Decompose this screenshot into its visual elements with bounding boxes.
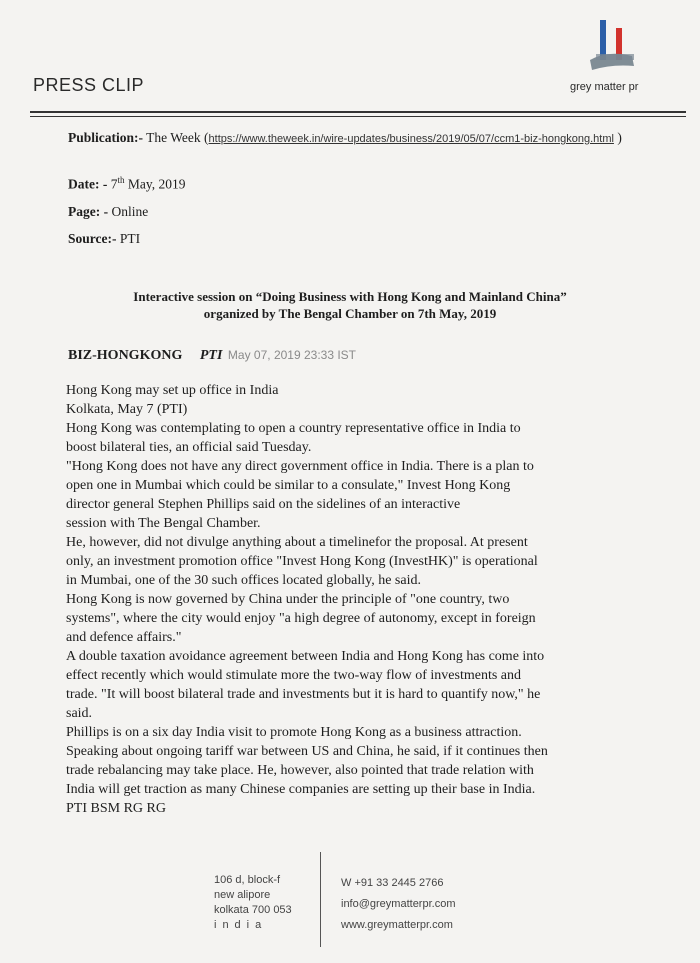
article-line: Kolkata, May 7 (PTI)	[66, 402, 188, 417]
article-line: and defence affairs."	[66, 630, 182, 645]
footer-contact	[341, 873, 456, 936]
publication-line: Publication:- The Week (https://www.theweek.in/wire-updates/business/2019/05/07/ccm1-biz-hongkong.html )	[68, 130, 622, 145]
article-line: session with The Bengal Chamber.	[66, 516, 261, 531]
article-timestamp: May 07, 2019 23:33 IST	[227, 348, 357, 362]
date-rest: May, 2019	[127, 176, 186, 192]
address-country: india	[214, 919, 268, 931]
press-clip-title: PRESS CLIP	[33, 75, 145, 95]
article-line: in Mumbai, one of the 30 such offices located globally, he said.	[66, 573, 421, 588]
footer-divider	[320, 852, 321, 947]
article-line: effect recently which would stimulate more the two-way flow of investments and	[66, 668, 521, 683]
source-value: PTI	[119, 231, 141, 246]
article-line: Hong Kong is now governed by China under the principle of "one country, two	[66, 592, 510, 607]
address-line: kolkata 700 053	[214, 904, 292, 916]
article-line: trade. "It will boost bilateral trade and investments but it is hard to quantify now," he	[66, 687, 541, 702]
contact-email-link[interactable]: info@greymatterpr.com	[341, 898, 456, 910]
date-suffix: th	[117, 175, 125, 185]
address-line: 106 d, block-f	[214, 874, 281, 886]
article-line: said.	[66, 706, 93, 721]
article-line: PTI BSM RG RG	[66, 801, 166, 816]
header-rule-thin	[30, 116, 686, 117]
article-line: systems", where the city would enjoy "a high degree of autonomy, except in foreign	[66, 611, 536, 626]
article-line: "Hong Kong does not have any direct government office in India. There is a plan to	[66, 459, 534, 474]
page-line	[68, 204, 628, 220]
address-line: new alipore	[214, 889, 271, 901]
source-label: Source:-	[68, 231, 117, 246]
article-line: Speaking about ongoing tariff war between US and China, he said, if it continues then	[66, 744, 548, 759]
article-line: boost bilateral ties, an official said Tuesday.	[66, 440, 312, 455]
article-line: only, an investment promotion office "Invest Hong Kong (InvestHK)" is operational	[66, 554, 538, 569]
heading-line-1: Interactive session on “Doing Business with Hong Kong and Mainland China”	[133, 289, 567, 304]
date-line	[68, 175, 628, 193]
date-day: 7	[110, 176, 118, 192]
date-label: Date: -	[68, 176, 108, 192]
article-line: Hong Kong was contemplating to open a country representative office in India to	[66, 421, 521, 436]
grey-matter-logo-icon	[588, 20, 648, 80]
header-rule-thick	[30, 111, 686, 113]
publication-label: Publication:-	[68, 130, 144, 145]
event-heading	[60, 288, 640, 322]
page-label: Page: -	[68, 204, 109, 219]
publication-url-link[interactable]: https://www.theweek.in/wire-updates/business/2019/05/07/ccm1-biz-hongkong.html	[208, 133, 614, 145]
article-line: open one in Mumbai which could be similar to a consulate," Invest Hong Kong	[66, 478, 511, 493]
contact-phone: W +91 33 2445 2766	[341, 877, 444, 889]
article-tag: BIZ-HONGKONG	[68, 348, 183, 363]
contact-website-link[interactable]: www.greymatterpr.com	[341, 919, 453, 931]
article-line: trade rebalancing may take place. He, however, also pointed that trade relation with	[66, 763, 534, 778]
article-line: Hong Kong may set up office in India	[66, 383, 279, 398]
article-line: India will get traction as many Chinese companies are setting up their base in India.	[66, 782, 536, 797]
article-agency: PTI	[199, 348, 223, 363]
publication-value: The Week	[146, 130, 201, 145]
article-body	[66, 381, 596, 818]
article-line: Phillips is on a six day India visit to promote Hong Kong as a business attraction.	[66, 725, 522, 740]
article-line: A double taxation avoidance agreement between India and Hong Kong has come into	[66, 649, 545, 664]
heading-line-2: organized by The Bengal Chamber on 7th May, 2019	[203, 306, 497, 321]
article-line: He, however, did not divulge anything about a timelinefor the proposal. At present	[66, 535, 528, 550]
footer-address	[214, 873, 300, 933]
logo-text: grey matter pr	[570, 81, 639, 93]
page-value: Online	[111, 204, 149, 219]
article-dateline	[68, 348, 356, 364]
source-line	[68, 231, 628, 247]
article-line: director general Stephen Phillips said on the sidelines of an interactive	[66, 497, 461, 512]
